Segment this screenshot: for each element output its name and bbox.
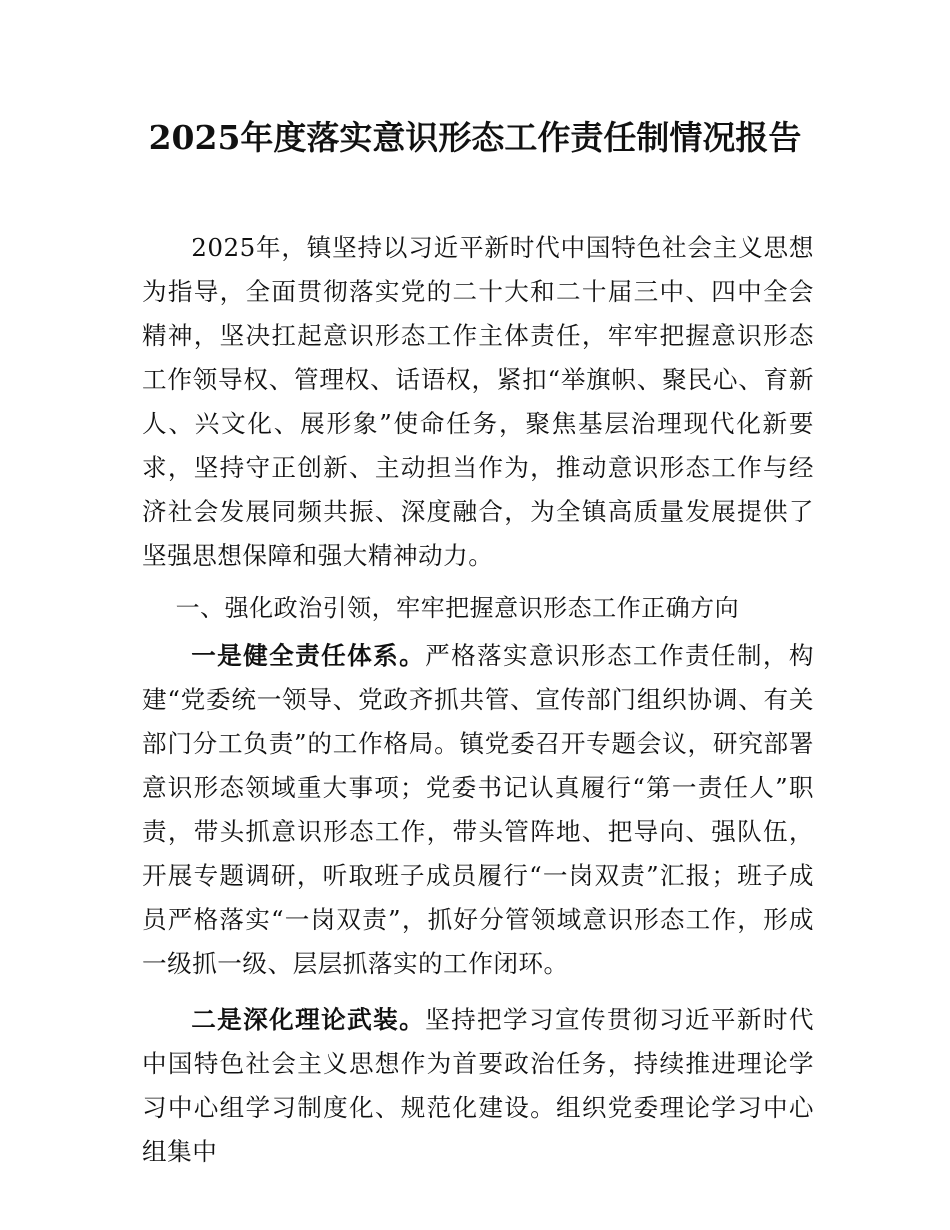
document-title: 2025年度落实意识形态工作责任制情况报告 xyxy=(148,118,802,157)
item-paragraph-2 xyxy=(142,998,814,1174)
intro-paragraph: 2025年，镇坚持以习近平新时代中国特色社会主义思想为指导，全面贯彻落实党的二十大和二十届三中、四中全会精神，坚决扛起意识形态工作主体责任，牢牢把握意识形态工作领导权、管理权、话语权，紧扣“举旗帜、聚民心、育新人、兴文化、展形象”使命任务，聚焦基层治理现代化新要求，坚持守正创新、主动担当作为，推动意识形态工作与经济社会发展同频共振、深度融合，为全镇高质量发展提供了坚强思想保障和强大精神动力。 xyxy=(142,233,814,570)
item-paragraph-1 xyxy=(142,634,814,986)
paragraph-spacer xyxy=(142,986,814,998)
section-heading: 一、强化政治引领，牢牢把握意识形态工作正确方向 xyxy=(175,594,740,622)
item-text-1: 严格落实意识形态工作责任制，构建“党委统一领导、党政齐抓共管、宣传部门组织协调、有关部门分工负责”的工作格局。镇党委召开专题会议，研究部署意识形态领域重大事项；党委书记认真履行“第一责任人”职责，带头抓意识形态工作，带头管阵地、把导向、强队伍，开展专题调研，听取班子成员履行“一岗双责”汇报；班子成员严格落实“一岗双责”，抓好分管领域意识形态工作，形成一级抓一级、层层抓落实的工作闭环。 xyxy=(142,641,814,978)
item-lead-2: 二是深化理论武装。 xyxy=(191,1005,426,1034)
item-lead-1: 一是健全责任体系。 xyxy=(191,641,426,670)
document-body xyxy=(142,226,814,1174)
item-text-2: 坚持把学习宣传贯彻习近平新时代中国特色社会主义思想作为首要政治任务，持续推进理论学习中心组学习制度化、规范化建设。组织党委理论学习中心组集中 xyxy=(142,1005,814,1166)
